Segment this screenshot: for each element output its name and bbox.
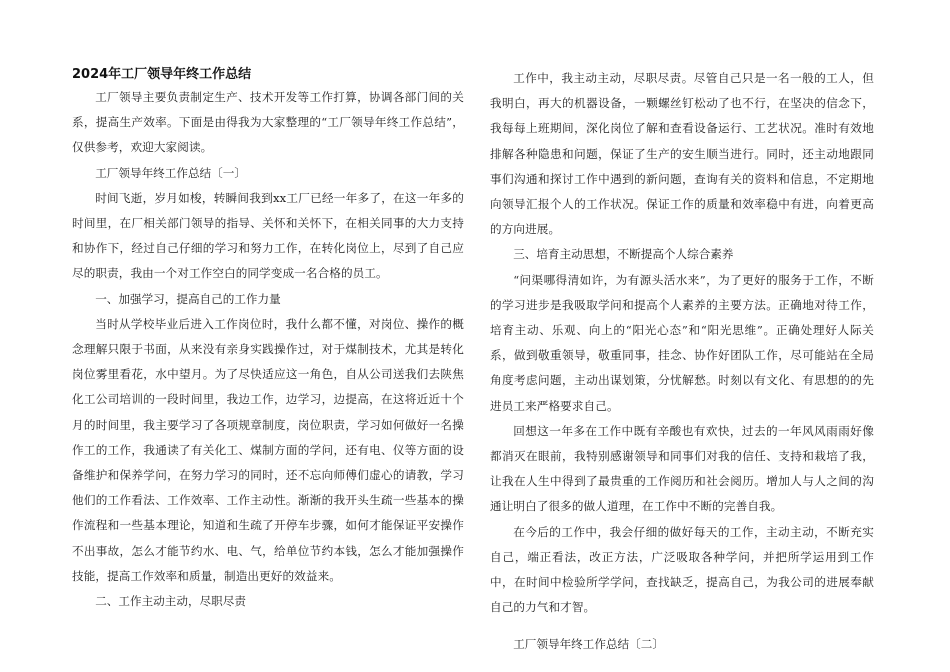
body-paragraph: 时间飞逝，岁月如梭，转瞬间我到xx工厂已经一年多了，在这一年多的时间里，在厂相关部门领导的指导、关怀和关怀下，在相关同事的大力支持和协作下，经过自己仔细的学习和努力工作，在转化岗位上，尽到了自己应尽的职责，我由一个对工作空白的同学变成一名合格的员工。 bbox=[72, 190, 464, 281]
body-paragraph: 当时从学校毕业后进入工作岗位时，我什么都不懂，对岗位、操作的概念理解只限于书面，从来没有亲身实践操作过，对于煤制技术，尤其是转化岗位雾里看花，水中望月。为了尽快适应这一角色，自从公司送我们去陕焦化工公司培训的一段时间里，我边工作，边学习，边提高，在这将近近十个月的时间里，我主要学习了各项规章制度，岗位职责，学习如何做好一名操作工的工作，我通读了有关化工、煤制方面的学问，还有电、仪等方面的设备维护和保养学问，在努力学习的同时，还不忘向师傅们虚心的请教，学习他们的工作看法、工作效率、工作主动性。渐渐的我开头生疏一些基本的操作流程和一些基本理论，知道和生疏了开停车步骤，如何才能保证平安操作不出事故，怎么才能节约水、电、气，给单位节约本钱，怎么才能加强操作技能，提高工作效率和质量，制造出更好的效益来。 bbox=[72, 316, 464, 583]
subheading-work-attitude: 二、工作主动主动，尽职尽责 bbox=[95, 594, 246, 609]
body-paragraph: 回想这一年多在工作中既有辛酸也有欢快，过去的一年风风雨雨好像都消灭在眼前，我特别感谢领导和同事们对我的信任、支持和栽培了我，让我在人生中得到了最贵重的工作阅历和社会阅历。增加人与人之间的沟通让明白了很多的做人道理，在工作中不断的完善自我。 bbox=[490, 423, 874, 514]
section-heading-one: 工厂领导年终工作总结〔一〕 bbox=[95, 165, 246, 180]
document-title: 2024年工厂领导年终工作总结 bbox=[72, 67, 252, 82]
left-column bbox=[72, 60, 464, 614]
right-column bbox=[490, 60, 874, 658]
intro-paragraph: 工厂领导主要负责制定生产、技术开发等工作打算，协调各部门间的关系，提高生产效率。下面是由得我为大家整理的“工厂领导年终工作总结”，仅供参考，欢迎大家阅读。 bbox=[72, 90, 464, 155]
body-paragraph: 在今后的工作中，我会仔细的做好每天的工作，主动主动，不断充实自己，端正看法，改正方法，广泛吸取各种学问，并把所学运用到工作中，在时间中检验所学学问，查找缺乏，提高自己，为我公司的进展奉献自己的力气和才智。 bbox=[490, 524, 874, 615]
section-heading-two: 工厂领导年终工作总结〔二〕 bbox=[513, 637, 664, 652]
body-paragraph: “问渠哪得清如许，为有源头活水来”，为了更好的服务于工作，不断的学习进步是我吸取学问和提高个人素养的主要方法。正确地对待工作，培育主动、乐观、向上的“阳光心态”和“阳光思维”。正确处理好人际关系，做到敬重领导，敬重同事，挂念、协作好团队工作，尽可能站在全局角度考虑问题，主动出谋划策，分忧解愁。时刻以有文化、有思想的的先进员工来严格要求自己。 bbox=[490, 272, 874, 413]
body-paragraph: 工作中，我主动主动，尽职尽责。尽管自己只是一名一般的工人，但我明白，再大的机器设备，一颗螺丝钉松动了也不行，在坚决的信念下，我每每上班期间，深化岗位了解和查看设备运行、工艺状况。准时有效地排解各种隐患和问题，保证了生产的安生顺当进行。同时，还主动地跟同事们沟通和探讨工作中遇到的新问题，查询有关的资料和信息，不定期地向领导汇报个人的工作状况。保证工作的质量和效率稳中有进，向着更高的方向进展。 bbox=[490, 71, 874, 237]
subheading-learning: 一、加强学习，提高自己的工作力量 bbox=[95, 291, 281, 306]
subheading-cultivate: 三、培育主动思想，不断提高个人综合素养 bbox=[513, 247, 734, 262]
